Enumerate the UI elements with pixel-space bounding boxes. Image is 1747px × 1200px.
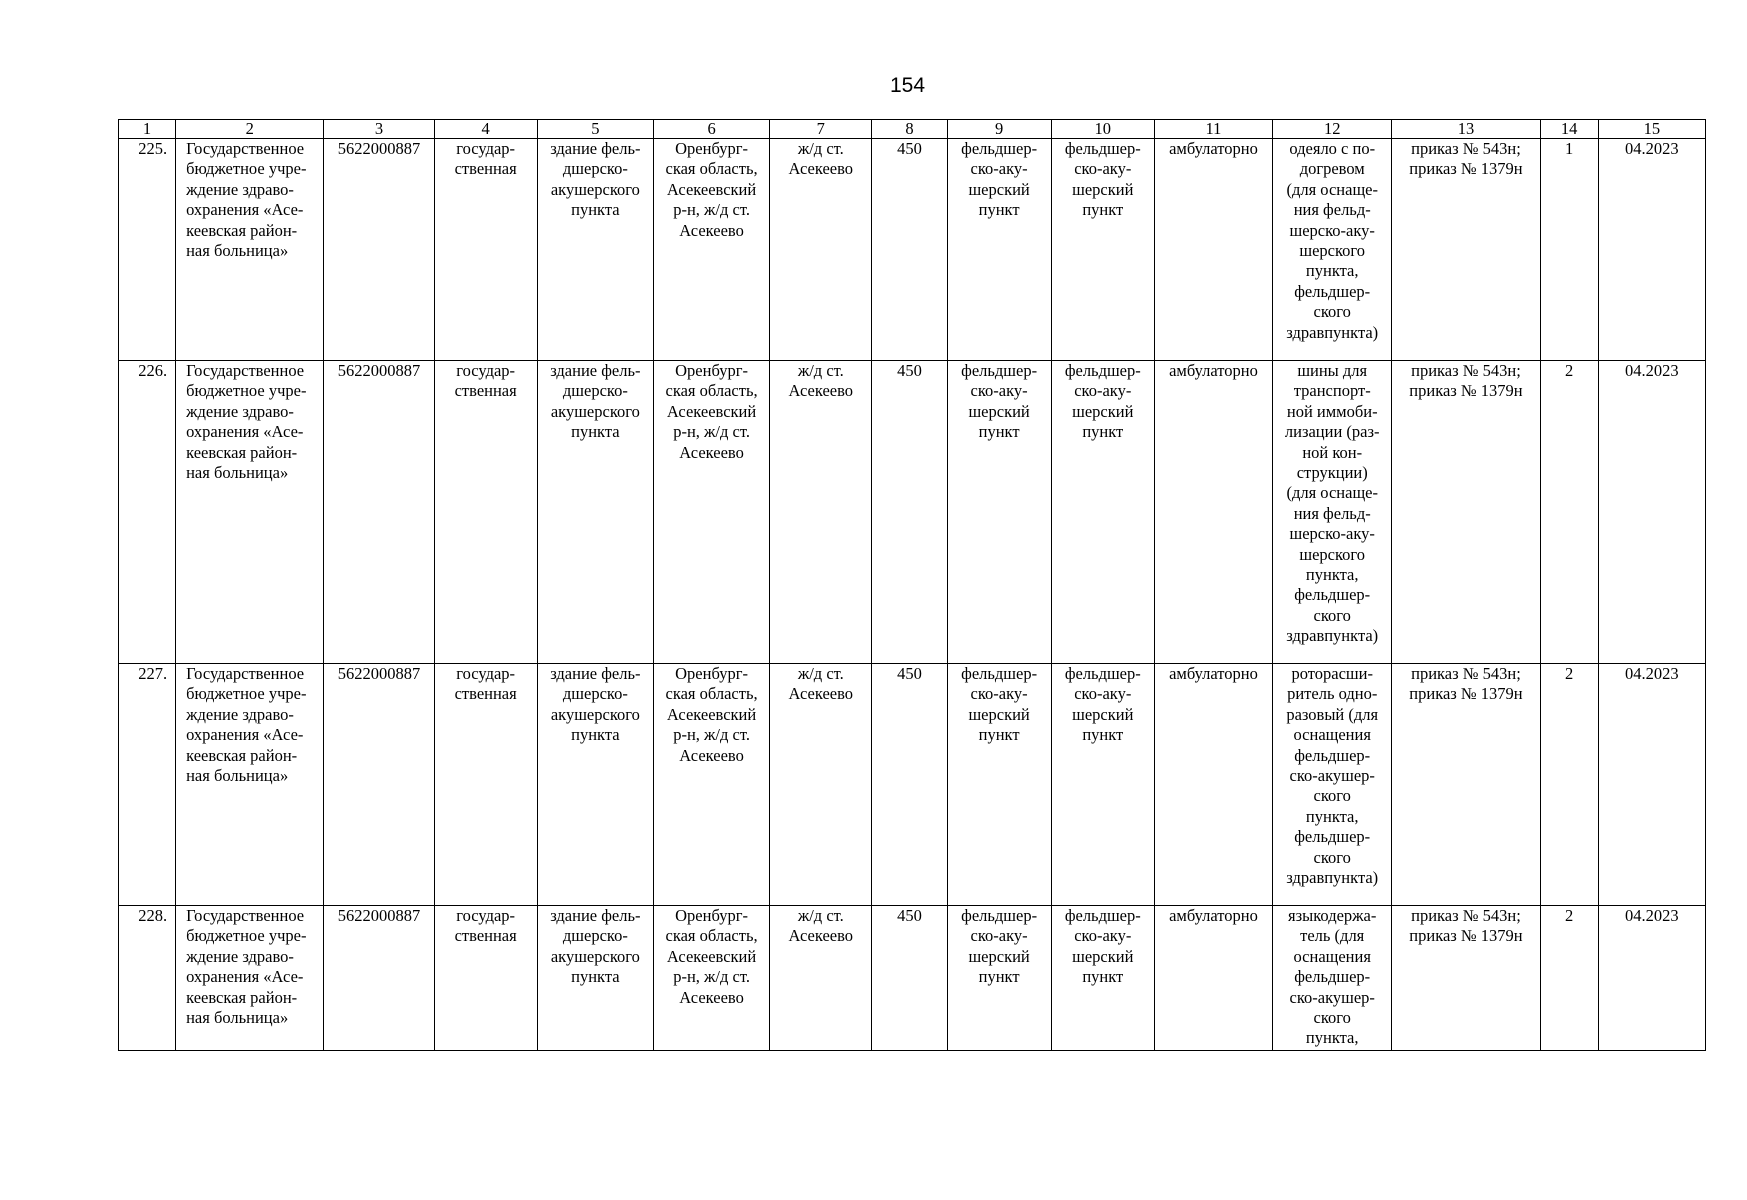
row-number: 228. (119, 906, 176, 1051)
column-header: 8 (872, 120, 947, 139)
ownership-cell: государ- ственная (434, 906, 537, 1051)
building-cell: здание фель- дшерско- акушерского пункта (537, 664, 653, 906)
date-cell: 04.2023 (1598, 906, 1705, 1051)
orders-cell: приказ № 543н; приказ № 1379н (1392, 139, 1540, 361)
inn-cell: 5622000887 (324, 664, 434, 906)
column-header: 15 (1598, 120, 1705, 139)
row-number: 227. (119, 664, 176, 906)
locality-cell: ж/д ст. Асекеево (770, 361, 872, 664)
orders-cell: приказ № 543н; приказ № 1379н (1392, 906, 1540, 1051)
column-header: 9 (947, 120, 1051, 139)
column-header: 2 (176, 120, 324, 139)
inn-cell: 5622000887 (324, 906, 434, 1051)
facility-type-cell: фельдшер- ско-аку- шерский пункт (1051, 361, 1154, 664)
column-header: 12 (1273, 120, 1392, 139)
population-cell: 450 (872, 139, 947, 361)
facility-type-cell: фельдшер- ско-аку- шерский пункт (947, 664, 1051, 906)
inn-cell: 5622000887 (324, 361, 434, 664)
column-header: 4 (434, 120, 537, 139)
population-cell: 450 (872, 664, 947, 906)
quantity-cell: 2 (1540, 361, 1598, 664)
table-row (119, 139, 1706, 361)
inn-cell: 5622000887 (324, 139, 434, 361)
population-cell: 450 (872, 906, 947, 1051)
organization-name: Государственное бюджетное учре- ждение здраво- охранения «Асе- кеевская район- ная больница» (176, 139, 324, 361)
date-cell: 04.2023 (1598, 139, 1705, 361)
organization-name: Государственное бюджетное учре- ждение здраво- охранения «Асе- кеевская район- ная больница» (176, 906, 324, 1051)
building-cell: здание фель- дшерско- акушерского пункта (537, 139, 653, 361)
address-cell: Оренбург- ская область, Асекеевский р-н, ж/д ст. Асекеево (653, 361, 769, 664)
column-header: 6 (653, 120, 769, 139)
row-number: 225. (119, 139, 176, 361)
column-header: 3 (324, 120, 434, 139)
column-header: 11 (1154, 120, 1272, 139)
equipment-cell: шины для транспорт- ной иммоби- лизации (раз- ной кон- струкции) (для оснаще- ния фельд- шерско-аку- шерского пункта, фельдшер- ского здравпункта) (1273, 361, 1392, 664)
column-header: 7 (770, 120, 872, 139)
building-cell: здание фель- дшерско- акушерского пункта (537, 906, 653, 1051)
building-cell: здание фель- дшерско- акушерского пункта (537, 361, 653, 664)
row-number: 226. (119, 361, 176, 664)
column-header: 10 (1051, 120, 1154, 139)
address-cell: Оренбург- ская область, Асекеевский р-н, ж/д ст. Асекеево (653, 139, 769, 361)
address-cell: Оренбург- ская область, Асекеевский р-н, ж/д ст. Асекеево (653, 664, 769, 906)
equipment-cell: роторасши- ритель одно- разовый (для оснащения фельдшер- ско-акушер- ского пункта, фельдшер- ского здравпункта) (1273, 664, 1392, 906)
equipment-table (118, 119, 1706, 1051)
care-type-cell: амбулаторно (1154, 139, 1272, 361)
column-header: 13 (1392, 120, 1540, 139)
header-row (119, 120, 1706, 139)
ownership-cell: государ- ственная (434, 139, 537, 361)
facility-type-cell: фельдшер- ско-аку- шерский пункт (947, 906, 1051, 1051)
table-row (119, 664, 1706, 906)
date-cell: 04.2023 (1598, 664, 1705, 906)
quantity-cell: 2 (1540, 664, 1598, 906)
table-row (119, 361, 1706, 664)
locality-cell: ж/д ст. Асекеево (770, 906, 872, 1051)
date-cell: 04.2023 (1598, 361, 1705, 664)
care-type-cell: амбулаторно (1154, 664, 1272, 906)
orders-cell: приказ № 543н; приказ № 1379н (1392, 664, 1540, 906)
quantity-cell: 1 (1540, 139, 1598, 361)
facility-type-cell: фельдшер- ско-аку- шерский пункт (1051, 906, 1154, 1051)
facility-type-cell: фельдшер- ско-аку- шерский пункт (947, 139, 1051, 361)
facility-type-cell: фельдшер- ско-аку- шерский пункт (1051, 139, 1154, 361)
page-number: 154 (889, 74, 926, 97)
population-cell: 450 (872, 361, 947, 664)
care-type-cell: амбулаторно (1154, 906, 1272, 1051)
orders-cell: приказ № 543н; приказ № 1379н (1392, 361, 1540, 664)
equipment-cell: одеяло с по- догревом (для оснаще- ния фельд- шерско-аку- шерского пункта, фельдшер- ского здравпункта) (1273, 139, 1392, 361)
address-cell: Оренбург- ская область, Асекеевский р-н, ж/д ст. Асекеево (653, 906, 769, 1051)
organization-name: Государственное бюджетное учре- ждение здраво- охранения «Асе- кеевская район- ная больница» (176, 664, 324, 906)
ownership-cell: государ- ственная (434, 361, 537, 664)
ownership-cell: государ- ственная (434, 664, 537, 906)
locality-cell: ж/д ст. Асекеево (770, 664, 872, 906)
column-header: 5 (537, 120, 653, 139)
facility-type-cell: фельдшер- ско-аку- шерский пункт (947, 361, 1051, 664)
locality-cell: ж/д ст. Асекеево (770, 139, 872, 361)
facility-type-cell: фельдшер- ско-аку- шерский пункт (1051, 664, 1154, 906)
quantity-cell: 2 (1540, 906, 1598, 1051)
organization-name: Государственное бюджетное учре- ждение здраво- охранения «Асе- кеевская район- ная больница» (176, 361, 324, 664)
care-type-cell: амбулаторно (1154, 361, 1272, 664)
column-header: 14 (1540, 120, 1598, 139)
column-header: 1 (119, 120, 176, 139)
equipment-cell: языкодержа- тель (для оснащения фельдшер- ско-акушер- ского пункта, (1273, 906, 1392, 1051)
table-row (119, 906, 1706, 1051)
